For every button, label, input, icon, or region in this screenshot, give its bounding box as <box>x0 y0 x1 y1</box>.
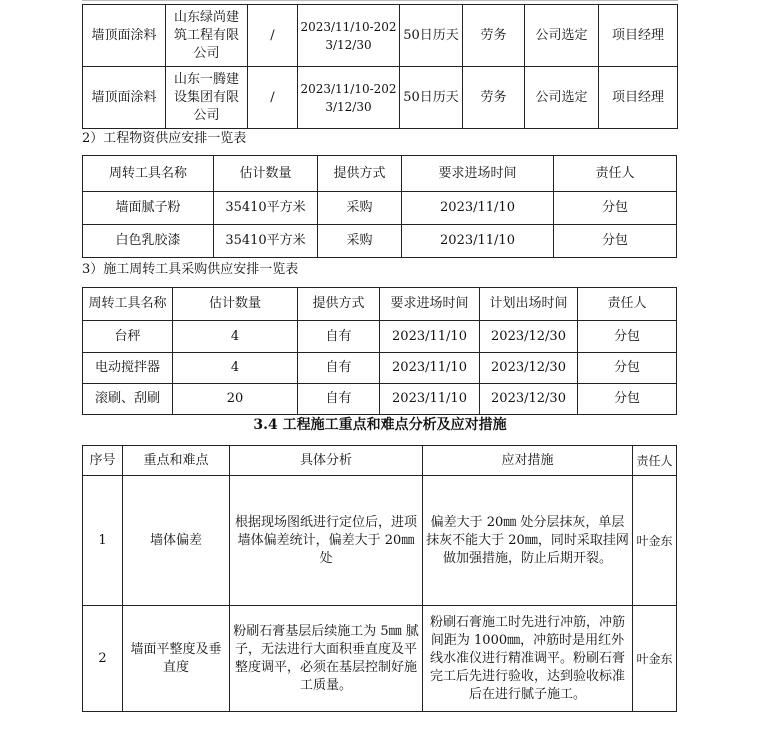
cell: 滚刷、刮刷 <box>83 384 173 415</box>
cell: 墙面腻子粉 <box>83 192 214 225</box>
owner: 叶金东 <box>633 606 677 712</box>
days-cell: 50日历天 <box>400 67 463 129</box>
table-row <box>83 384 677 415</box>
cell: 采购 <box>318 192 402 225</box>
cell: 35410平方米 <box>214 225 318 258</box>
subcontract-table <box>82 4 678 129</box>
cell: 2023/11/10 <box>402 192 554 225</box>
col-header: 提供方式 <box>298 288 380 321</box>
key-point: 墙体偏差 <box>123 476 230 606</box>
days-cell: 50日历天 <box>400 5 463 67</box>
section-3-4-heading: 3.4 工程施工重点和难点分析及应对措施 <box>253 417 507 433</box>
measure: 粉刷石膏施工时先进行冲筋，冲筋间距为 1000㎜，冲筋时是用红外线水准仪进行精准调平。粉刷石膏完工后先进行验收，达到验收标准后在进行腻子施工。 <box>423 606 633 712</box>
cell: 分包 <box>554 192 677 225</box>
item-cell: 墙顶面涂料 <box>83 67 166 129</box>
materials-table <box>82 155 677 258</box>
cell: 自有 <box>298 321 380 353</box>
table-row <box>83 353 677 384</box>
col-header: 重点和难点 <box>123 446 230 476</box>
cell: 自有 <box>298 353 380 384</box>
cell: 台秤 <box>83 321 173 353</box>
section-2-title: 2）工程物资供应安排一览表 <box>82 131 247 146</box>
col-header: 要求进场时间 <box>402 156 554 192</box>
col-header: 具体分析 <box>230 446 423 476</box>
page-top-rule <box>82 0 678 2</box>
select-cell: 公司选定 <box>525 5 599 67</box>
cell: 自有 <box>298 384 380 415</box>
cell: 分包 <box>554 225 677 258</box>
table-header-row <box>83 446 677 476</box>
dash-cell: / <box>248 67 298 129</box>
col-header: 应对措施 <box>423 446 633 476</box>
table-header-row <box>83 156 677 192</box>
row-number: 2 <box>83 606 123 712</box>
col-header: 要求进场时间 <box>380 288 480 321</box>
table-header-row <box>83 288 677 321</box>
company-cell: 山东绿尚建筑工程有限公司 <box>166 5 248 67</box>
type-cell: 劳务 <box>463 67 525 129</box>
dash-cell: / <box>248 5 298 67</box>
col-header: 周转工具名称 <box>83 288 173 321</box>
cell: 分包 <box>578 321 677 353</box>
analysis: 粉刷石膏基层后续施工为 5㎜ 腻子，无法进行大面积垂直度及平整度调平，必须在基层控制好施工质量。 <box>230 606 423 712</box>
table-row <box>83 225 677 258</box>
period-cell: 2023/11/10-2023/12/30 <box>298 5 400 67</box>
tools-table <box>82 287 677 415</box>
cell: 4 <box>173 321 298 353</box>
cell: 2023/12/30 <box>480 384 578 415</box>
key-points-table <box>82 445 677 712</box>
col-header: 提供方式 <box>318 156 402 192</box>
cell: 20 <box>173 384 298 415</box>
section-3-title: 3）施工周转工具采购供应安排一览表 <box>82 262 299 277</box>
table-row <box>83 67 678 129</box>
manager-cell: 项目经理 <box>599 5 678 67</box>
item-cell: 墙顶面涂料 <box>83 5 166 67</box>
row-number: 1 <box>83 476 123 606</box>
col-header: 计划出场时间 <box>480 288 578 321</box>
table-row <box>83 5 678 67</box>
table-row <box>83 192 677 225</box>
col-header: 责任人 <box>633 446 677 476</box>
owner: 叶金东 <box>633 476 677 606</box>
select-cell: 公司选定 <box>525 67 599 129</box>
type-cell: 劳务 <box>463 5 525 67</box>
cell: 2023/11/10 <box>380 384 480 415</box>
cell: 电动搅拌器 <box>83 353 173 384</box>
cell: 2023/11/10 <box>380 353 480 384</box>
manager-cell: 项目经理 <box>599 67 678 129</box>
cell: 35410平方米 <box>214 192 318 225</box>
cell: 2023/12/30 <box>480 353 578 384</box>
cell: 2023/11/10 <box>402 225 554 258</box>
key-point: 墙面平整度及垂直度 <box>123 606 230 712</box>
col-header: 责任人 <box>554 156 677 192</box>
col-header: 责任人 <box>578 288 677 321</box>
company-cell: 山东一腾建设集团有限公司 <box>166 67 248 129</box>
period-cell: 2023/11/10-2023/12/30 <box>298 67 400 129</box>
analysis: 根据现场图纸进行定位后，进项墙体偏差统计，偏差大于 20㎜处 <box>230 476 423 606</box>
table-row <box>83 476 677 606</box>
col-header: 序号 <box>83 446 123 476</box>
table-row <box>83 321 677 353</box>
col-header: 周转工具名称 <box>83 156 214 192</box>
cell: 采购 <box>318 225 402 258</box>
cell: 2023/11/10 <box>380 321 480 353</box>
cell: 分包 <box>578 353 677 384</box>
cell: 分包 <box>578 384 677 415</box>
cell: 白色乳胶漆 <box>83 225 214 258</box>
cell: 2023/12/30 <box>480 321 578 353</box>
measure: 偏差大于 20㎜ 处分层抹灰，单层抹灰不能大于 20㎜，同时采取挂网做加强措施，防止后期开裂。 <box>423 476 633 606</box>
col-header: 估计数量 <box>173 288 298 321</box>
cell: 4 <box>173 353 298 384</box>
table-row <box>83 606 677 712</box>
col-header: 估计数量 <box>214 156 318 192</box>
